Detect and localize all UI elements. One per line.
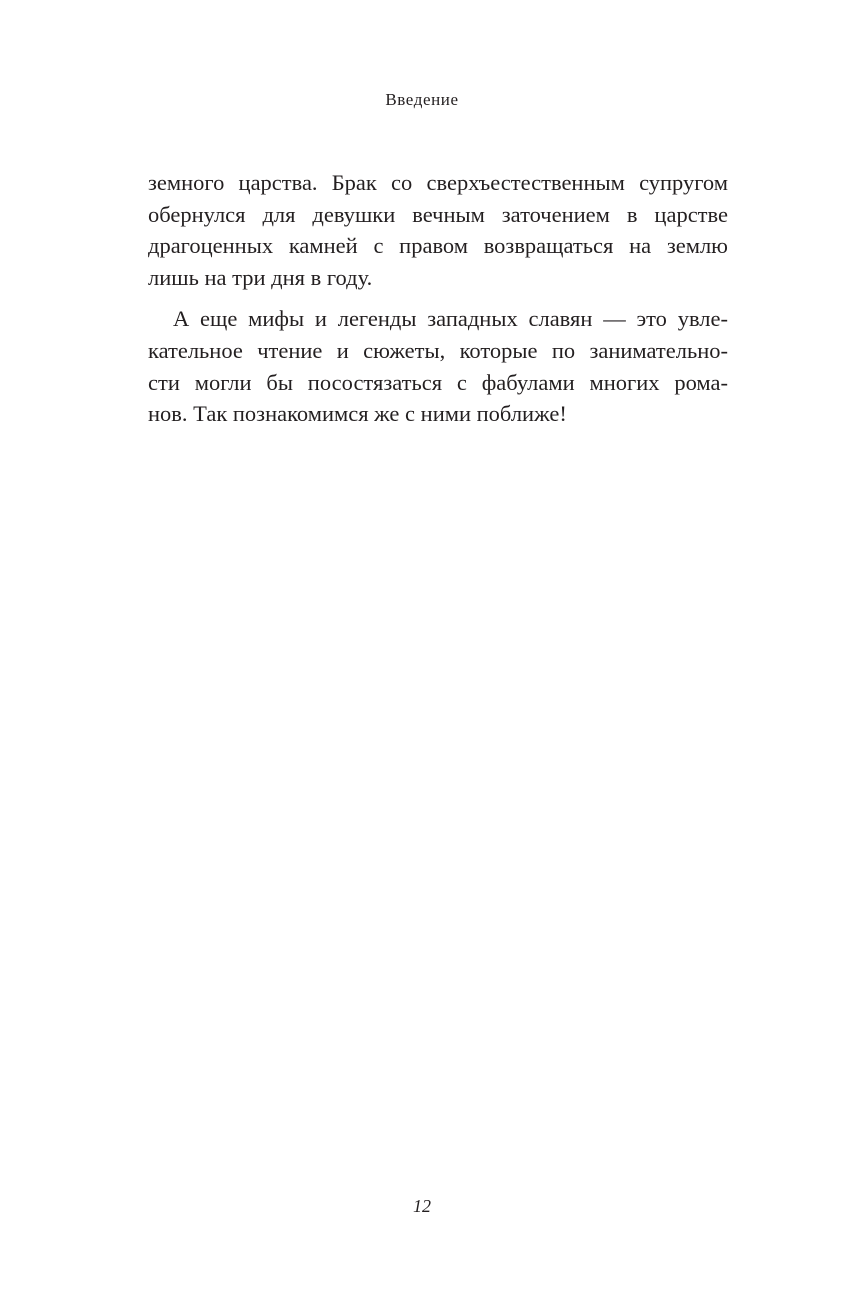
text-line: кательное чтение и сюжеты, которые по занимательно- (148, 337, 728, 363)
text-line: земного царства. Брак со сверхъестественным супругом (148, 170, 728, 195)
body-text (148, 167, 728, 430)
text-line: лишь на три дня в году. (148, 264, 373, 290)
text-line: драгоценных камней с правом возвращаться на землю (148, 233, 728, 259)
paragraph-1 (148, 167, 728, 293)
paragraph-spacer (148, 293, 728, 303)
text-line: А еще мифы и легенды западных славян — это увле- (173, 306, 728, 332)
text-line: сти могли бы посостязаться с фабулами многих рома- (148, 369, 728, 395)
page-number: 12 (413, 1196, 431, 1216)
paragraph-2 (148, 303, 728, 429)
text-line: нов. Так познакомимся же с ними поближе! (148, 401, 567, 427)
running-head: Введение (385, 90, 459, 109)
text-line: обернулся для девушки вечным заточением в царстве (148, 201, 728, 227)
